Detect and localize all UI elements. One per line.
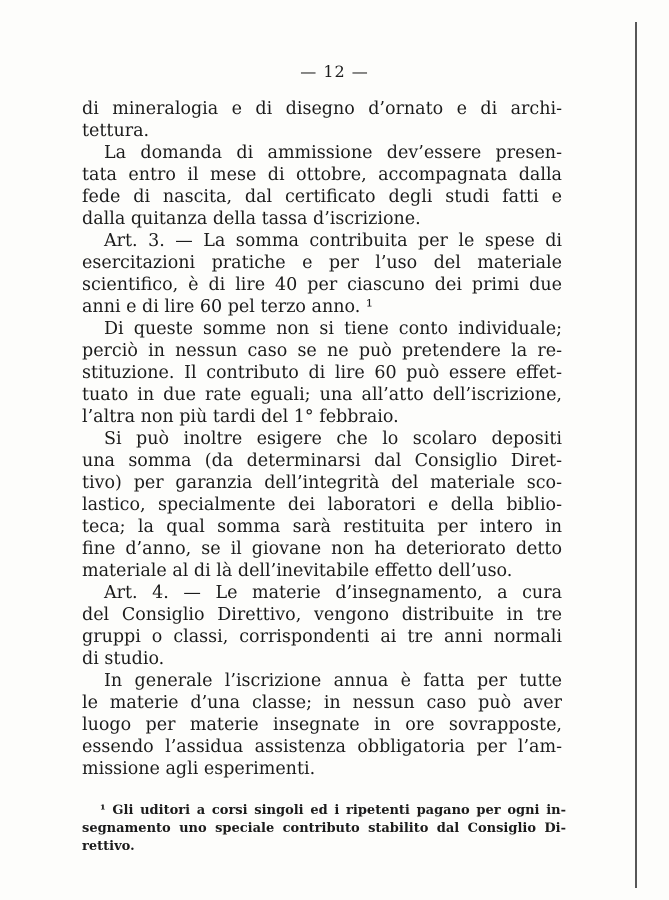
text-line: teca; la qual somma sarà restituita per intero in xyxy=(82,517,562,537)
text-line: tettura. xyxy=(82,121,150,141)
text-line: perciò in nessun caso se ne può pretendere la re- xyxy=(82,341,562,361)
text-line: tivo) per garanzia dell’integrità del materiale sco- xyxy=(82,473,562,493)
text-line: tuato in due rate eguali; una all’atto dell’iscrizione, xyxy=(82,385,562,405)
text-line: gruppi o classi, corrispondenti ai tre anni normali xyxy=(82,627,562,647)
page-number: — 12 — xyxy=(300,62,369,81)
text-line: In generale l’iscrizione annua è fatta per tutte xyxy=(104,671,562,691)
text-line: lastico, specialmente dei laboratori e della biblio- xyxy=(82,495,562,515)
text-line: anni e di lire 60 pel terzo anno. ¹ xyxy=(82,297,373,317)
text-line: l’altra non più tardi del 1° febbraio. xyxy=(82,407,399,427)
text-line: del Consiglio Direttivo, vengono distribuite in tre xyxy=(82,605,562,625)
text-line: Art. 3. — La somma contribuita per le spese di xyxy=(104,231,562,251)
body-text xyxy=(82,98,562,780)
footnote-line: rettivo. xyxy=(82,839,135,854)
text-line: missione agli esperimenti. xyxy=(82,759,316,779)
text-line: materiale al di là dell’inevitabile effetto dell’uso. xyxy=(82,561,513,581)
footnote-line: segnamento uno speciale contributo stabilito dal Consiglio Di- xyxy=(82,821,566,836)
text-line: Di queste somme non si tiene conto individuale; xyxy=(104,319,562,339)
text-line: le materie d’una classe; in nessun caso può aver xyxy=(82,693,562,713)
text-line: fine d’anno, se il giovane non ha deteriorato detto xyxy=(82,539,562,559)
text-line: essendo l’assidua assistenza obbligatoria per l’am- xyxy=(82,737,562,757)
text-line: esercitazioni pratiche e per l’uso del materiale xyxy=(82,253,562,273)
text-line: una somma (da determinarsi dal Consiglio Diret- xyxy=(82,451,562,471)
text-line: luogo per materie insegnate in ore sovrapposte, xyxy=(82,715,562,735)
text-line: La domanda di ammissione dev’essere presen- xyxy=(104,143,562,163)
text-line: stituzione. Il contributo di lire 60 può essere effet- xyxy=(82,363,562,383)
page-edge-line xyxy=(635,22,637,888)
footnote-line: ¹ Gli uditori a corsi singoli ed i ripetenti pagano per ogni in- xyxy=(100,803,566,818)
text-line: scientifico, è di lire 40 per ciascuno dei primi due xyxy=(82,275,562,295)
text-line: fede di nascita, dal certificato degli studi fatti e xyxy=(82,187,562,207)
footnote xyxy=(82,802,566,856)
text-line: tata entro il mese di ottobre, accompagnata dalla xyxy=(82,165,562,185)
text-line: di studio. xyxy=(82,649,165,669)
text-line: di mineralogia e di disegno d’ornato e di archi- xyxy=(82,99,562,119)
text-line: Art. 4. — Le materie d’insegnamento, a cura xyxy=(104,583,562,603)
text-line: Si può inoltre esigere che lo scolaro depositi xyxy=(104,429,562,449)
text-line: dalla quitanza della tassa d’iscrizione. xyxy=(82,209,421,229)
